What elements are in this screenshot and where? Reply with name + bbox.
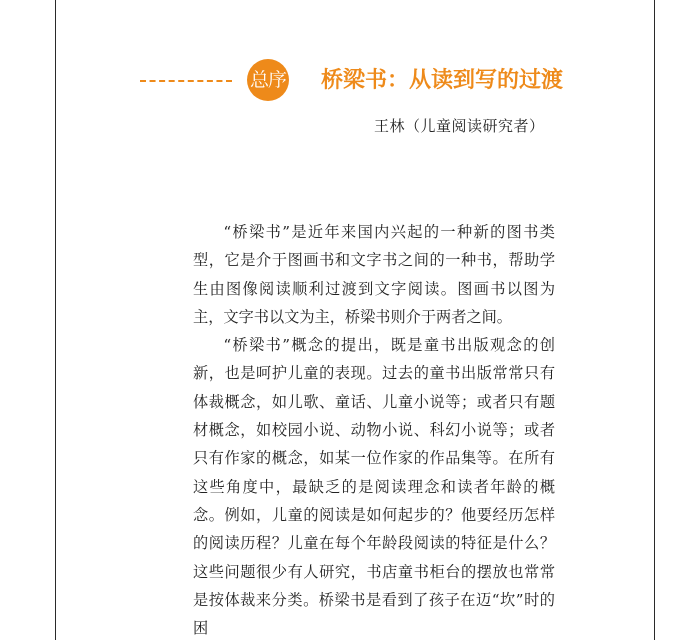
body-text <box>193 218 555 642</box>
author-byline: 王林（儿童阅读研究者） <box>374 117 545 135</box>
chapter-title: 桥梁书：从读到写的过渡 <box>321 67 564 93</box>
decorative-dashed-line <box>140 80 232 82</box>
paragraph: “桥梁书”是近年来国内兴起的一种新的图书类型，它是介于图画书和文字书之间的一种书，帮助学生由图像阅读顺利过渡到文字阅读。图画书以图为主，文字书以文为主，桥梁书则介于两者之间。 <box>193 223 555 326</box>
book-page <box>55 0 655 640</box>
preface-badge: 总序 <box>247 59 289 101</box>
paragraph: “桥梁书”概念的提出，既是童书出版观念的创新，也是呵护儿童的表现。过去的童书出版常常只有体裁概念，如儿歌、童话、儿童小说等；或者只有题材概念，如校园小说、动物小说、科幻小说等；或者只有作家的概念，如某一位作家的作品集等。在所有这些角度中，最缺乏的是阅读理念和读者年龄的概念。例如，儿童的阅读是如何起步的？他要经历怎样的阅读历程？儿童在每个年龄段阅读的特征是什么？这些问题很少有人研究，书店童书柜台的摆放也常常是按体裁来分类。桥梁书是看到了孩子在迈“坎”时的困 <box>193 336 555 638</box>
